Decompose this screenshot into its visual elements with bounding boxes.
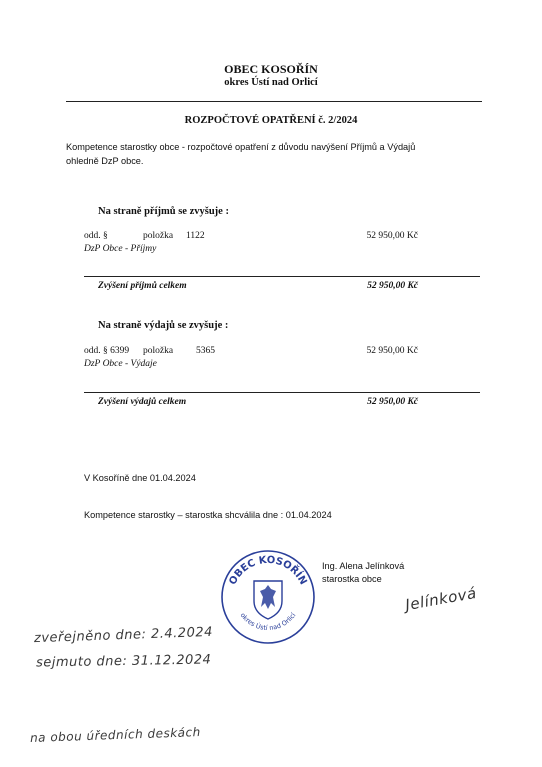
expense-total-amount: 52 950,00 Kč [367, 397, 418, 407]
income-row-description: DzP Obce - Příjmy [84, 244, 157, 254]
handwritten-removed-date: sejmuto dne: 31.12.2024 [35, 652, 212, 671]
expense-row-amount: 52 950,00 Kč [366, 346, 418, 356]
intro-line-1: Kompetence starostky obce - rozpočtové opatření z důvodu navýšení Příjmů a Výdajů [66, 142, 416, 152]
expense-total-label: Zvýšení výdajů celkem [98, 397, 187, 407]
income-total-divider [84, 276, 480, 277]
expense-row-item: 5365 [196, 346, 215, 356]
income-row-item-label: položka [143, 231, 174, 241]
income-row-item: 1122 [186, 231, 205, 241]
place-and-date: V Kosoříně dne 01.04.2024 [84, 473, 196, 483]
income-row-amount: 52 950,00 Kč [366, 231, 418, 241]
intro-paragraph [66, 140, 476, 168]
intro-line-2: ohledně DzP obce. [66, 156, 144, 166]
income-heading: Na straně příjmů se zvyšuje : [98, 206, 229, 217]
municipal-stamp [218, 547, 318, 647]
signatory-role: starostka obce [322, 574, 382, 584]
expense-heading: Na straně výdajů se zvyšuje : [98, 320, 229, 331]
income-total-label: Zvýšení příjmů celkem [98, 281, 187, 291]
signatory-name: Ing. Alena Jelínková [322, 561, 405, 571]
handwritten-posted-date: zveřejněno dne: 2.4.2024 [33, 624, 214, 647]
income-row-section: odd. § [84, 231, 108, 241]
stamp-top-text: OBEC KOSOŘÍN [227, 554, 309, 587]
stamp-bottom-text: okres Ústí nad Orlicí [238, 611, 298, 632]
approval-statement: Kompetence starostky – starostka shcválila dne : 01.04.2024 [84, 510, 332, 520]
municipality-name: OBEC KOSOŘÍN [224, 62, 318, 76]
document-title: ROZPOČTOVÉ OPATŘENÍ č. 2/2024 [184, 115, 358, 126]
expense-total-divider [84, 392, 480, 393]
header-divider [66, 101, 482, 102]
coat-of-arms-icon [254, 581, 282, 619]
income-total-amount: 52 950,00 Kč [367, 281, 418, 291]
expense-row-description: DzP Obce - Výdaje [84, 359, 157, 369]
handwritten-signature: Jelínková [403, 583, 478, 615]
district-name: okres Ústí nad Orlicí [224, 77, 318, 88]
handwritten-note: na obou úředních deskách [29, 725, 201, 745]
expense-row-section: odd. § 6399 [84, 346, 130, 356]
expense-row-item-label: položka [143, 346, 174, 356]
